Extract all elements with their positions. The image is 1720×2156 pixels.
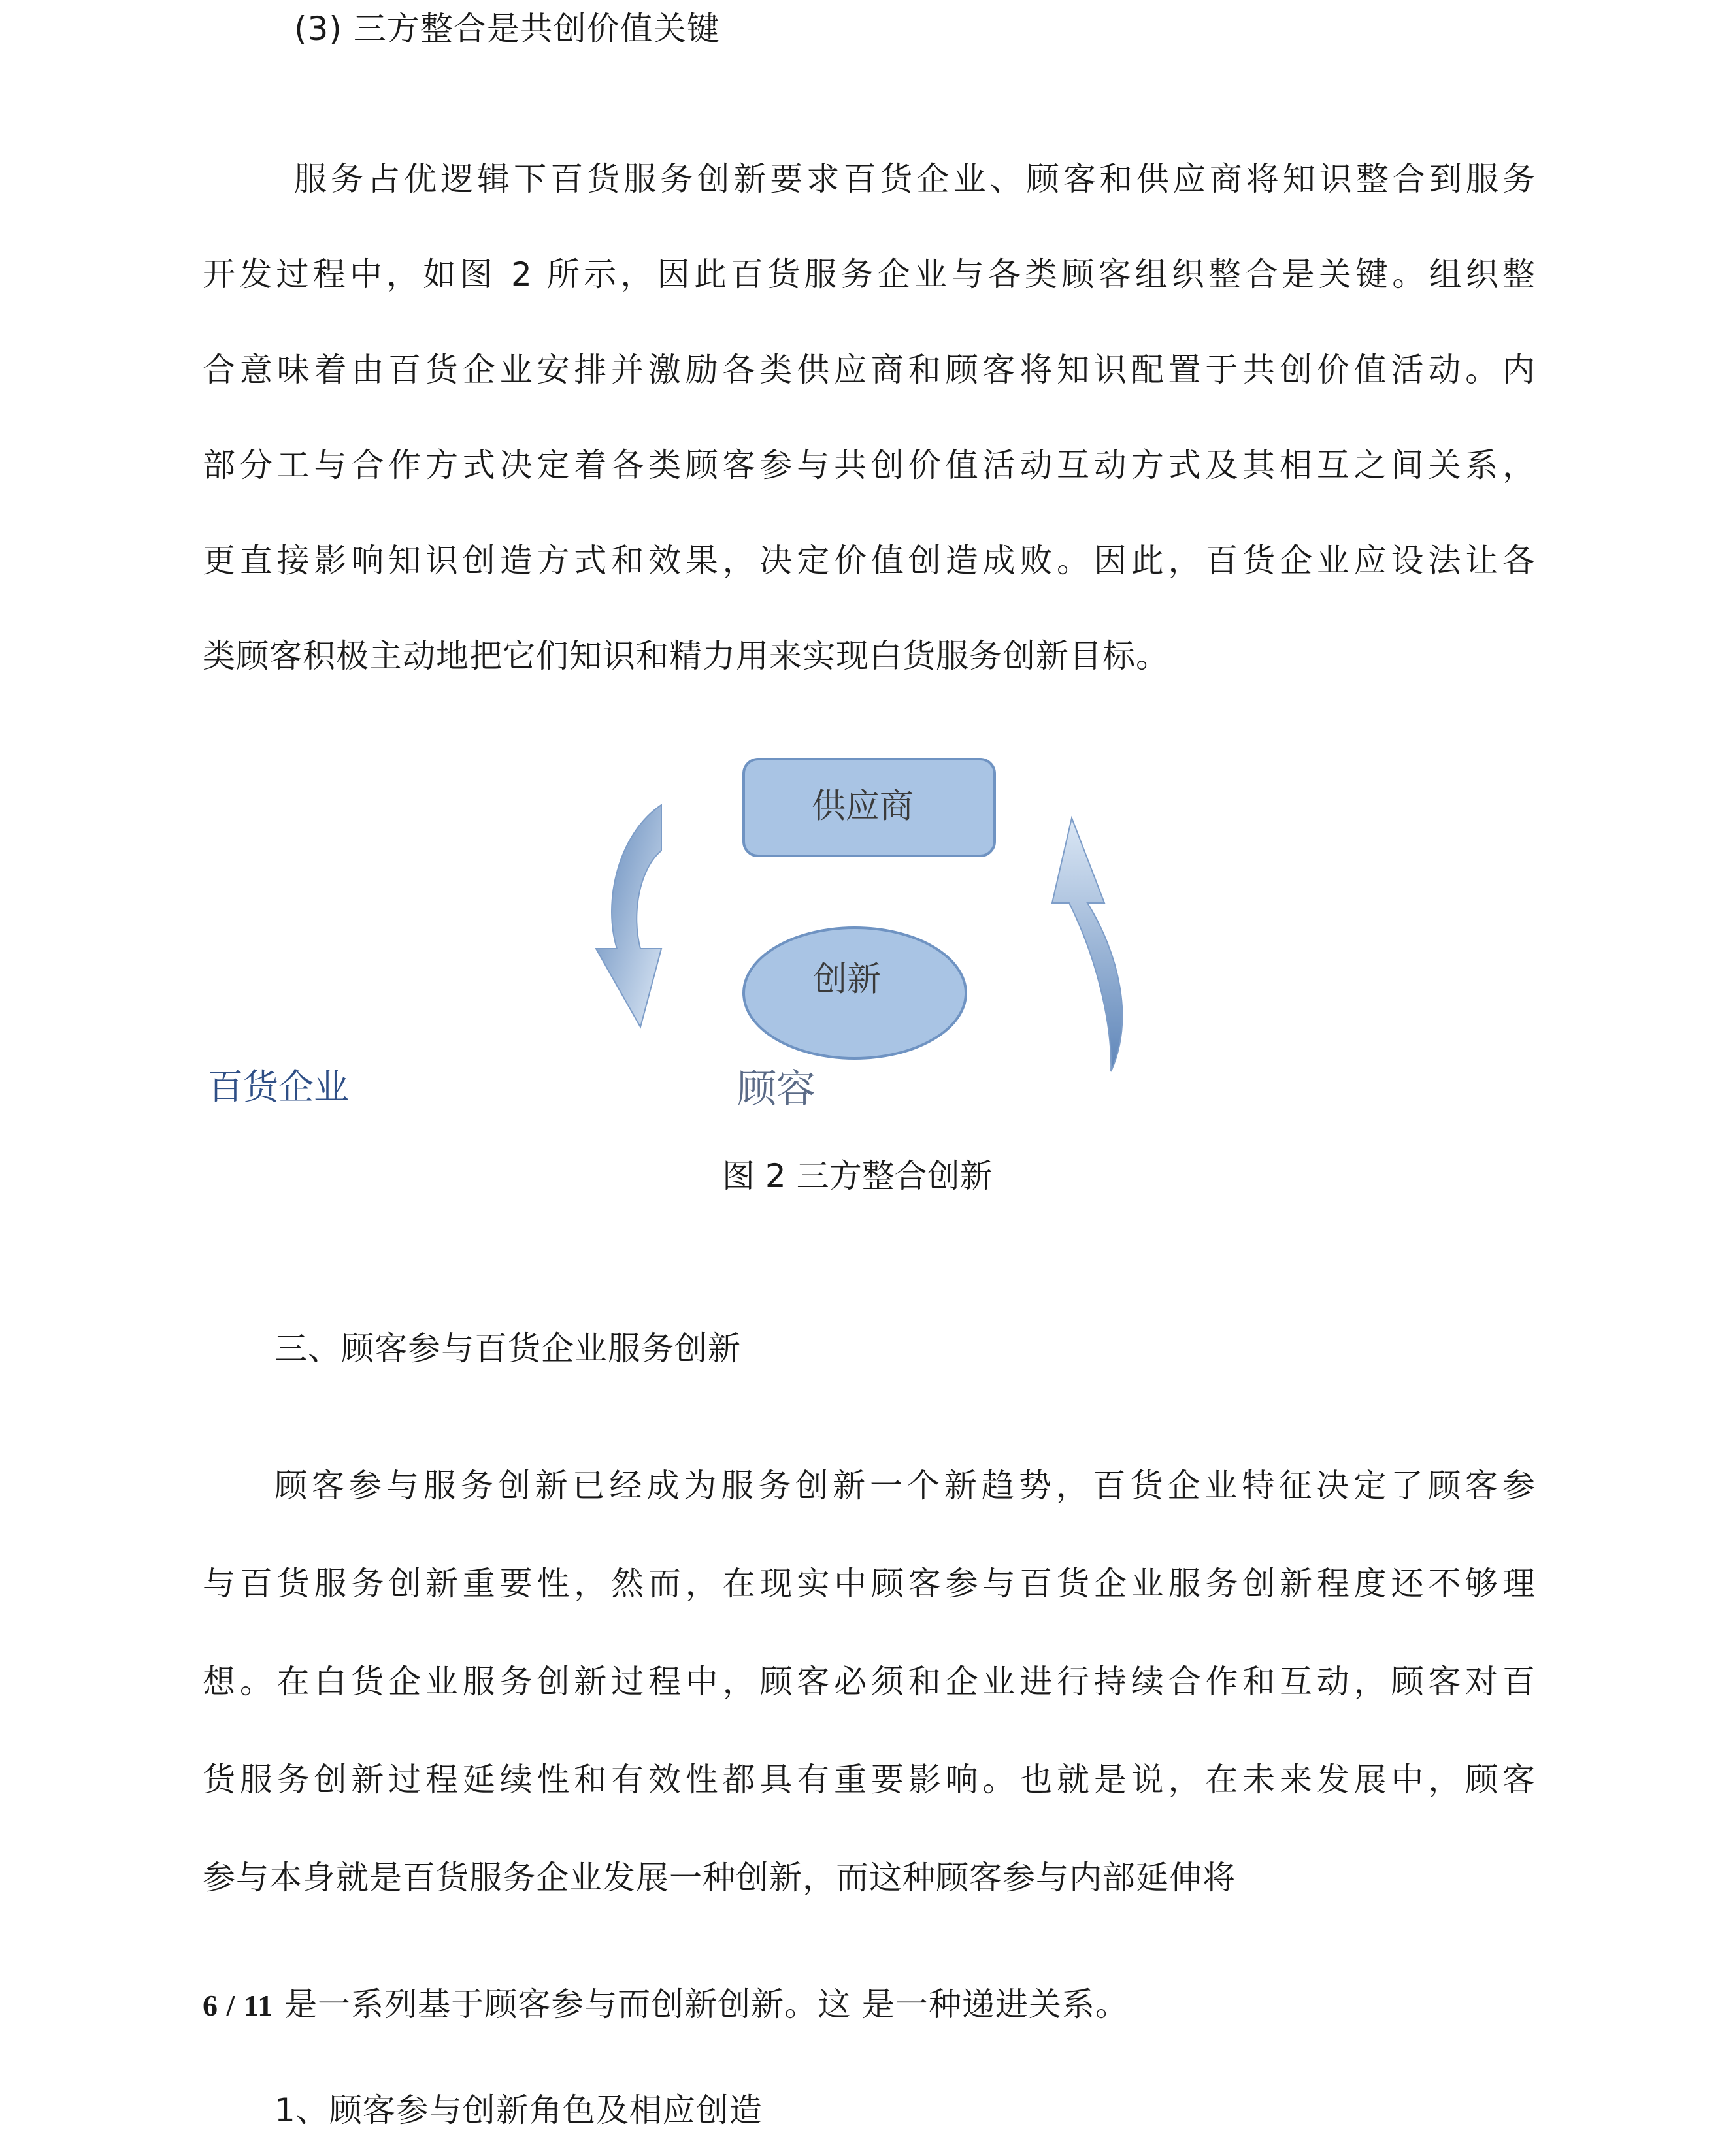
- paragraph-line: 顾客参与服务创新已经成为服务创新一个新趋势，百货企业特征决定了顾客参: [274, 1467, 1536, 1505]
- page-number: 6 / 11: [203, 1989, 274, 2022]
- paragraph-line: 合意味着由百货企业安排并激励各类供应商和顾客将知识配置于共创价值活动。内: [203, 351, 1536, 389]
- section-heading: 三、顾客参与百货企业服务创新: [274, 1330, 741, 1367]
- page-footer-line: [203, 1985, 1129, 2025]
- curved-arrow-left: [596, 805, 661, 1027]
- paragraph-line: 类顾客积极主动地把它们知识和精力用来实现白货服务创新目标。: [203, 637, 1169, 675]
- paragraph-line: 开发过程中，如图 2 所示，因此百货服务企业与各类顾客组织整合是关键。组织整: [203, 255, 1536, 293]
- retailer-label: 百货企业: [208, 1066, 349, 1107]
- paragraph-line: 服务占优逻辑下百货服务创新要求百货企业、顾客和供应商将知识整合到服务: [294, 160, 1536, 198]
- paragraph-line: 货服务创新过程延续性和有效性都具有重要影响。也就是说，在未来发展中，顾客: [203, 1761, 1536, 1799]
- paragraph-continued: 是一系列基于顾客参与而创新创新。这 是一种递进关系。: [284, 1985, 1129, 2023]
- figure-caption: 图 2 三方整合创新: [722, 1157, 993, 1195]
- paragraph-line: 更直接影响知识创造方式和效果，决定价值创造成败。因此，百货企业应设法让各: [203, 542, 1536, 580]
- paragraph-line: 想。在白货企业服务创新过程中，顾客必须和企业进行持续合作和互动，顾客对百: [203, 1663, 1536, 1701]
- innovation-label: 创新: [812, 960, 882, 1000]
- customer-label: 顾容: [737, 1066, 816, 1112]
- paragraph-line: 部分工与合作方式决定着各类顾客参与共创价值活动互动方式及其相互之间关系，: [203, 446, 1536, 484]
- paragraph-line: 参与本身就是百货服务企业发展一种创新，而这种顾客参与内部延伸将: [203, 1859, 1236, 1897]
- paragraph-line: 与百货服务创新重要性，然而，在现实中顾客参与百货企业服务创新程度还不够理: [203, 1565, 1536, 1603]
- supplier-label: 供应商: [811, 787, 914, 826]
- subsection-heading: 1、顾客参与创新角色及相应创造: [274, 2091, 763, 2129]
- curved-arrow-right: [1052, 818, 1122, 1071]
- subsection-heading: (3) 三方整合是共创价值关键: [294, 10, 720, 48]
